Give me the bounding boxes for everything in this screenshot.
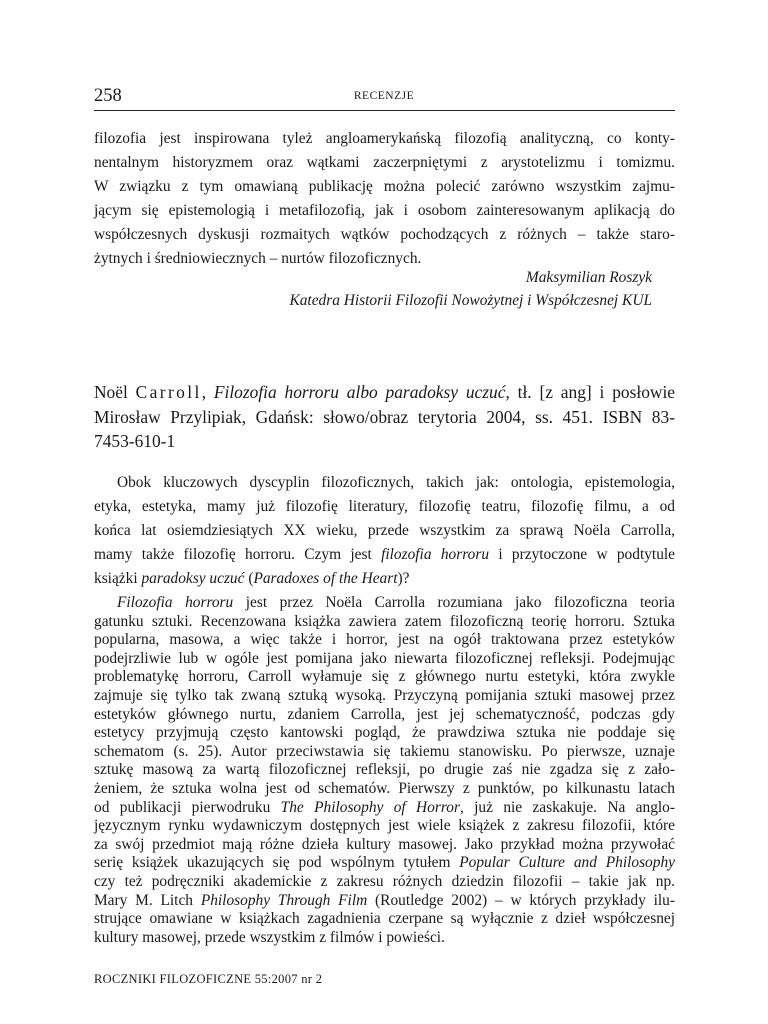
text-run: (Routledge 2002) – w których przykłady ilu- xyxy=(367,891,675,909)
paragraph-line xyxy=(94,571,675,586)
page-footer: ROCZNIKI FILOZOFICZNE 55:2007 nr 2 xyxy=(94,972,323,986)
italic-run: The Philosophy of Horror xyxy=(280,798,460,816)
paragraph-line: schematom (s. 25). Autor przeciwstawia się takiemu stanowisku. Po pierwsze, uznaje xyxy=(94,742,675,760)
text-run: )? xyxy=(397,570,410,587)
bib-separator: , xyxy=(201,382,214,402)
prev-review-line: współczesnych dyskusji rozmaitych wątków pochodzących z różnych – także staro- xyxy=(94,226,675,243)
paragraph-line: kultury masowej, przede wszystkim z filmów i powieści. xyxy=(94,928,445,946)
running-title: RECENZJE xyxy=(353,90,415,102)
text-run: od publikacji pierwodruku xyxy=(94,798,281,816)
bib-book-title: Filozofia horroru albo paradoksy uczuć xyxy=(213,382,506,402)
page-number: 258 xyxy=(94,86,122,106)
review-bibliography-line: 7453-610-1 xyxy=(94,431,176,451)
paragraph-line: strujące omawiane w książkach zagadnienia czerpane są wyłącznie z dzieł współczesnej xyxy=(94,910,675,928)
paragraph-line xyxy=(94,800,675,815)
signature-affiliation: Katedra Historii Filozofii Nowożytnej i Współczesnej KUL xyxy=(289,292,652,309)
prev-review-line: filozofia jest inspirowana tyleż angloamerykańską filozofią analityczną, co konty- xyxy=(94,130,675,147)
italic-run: paradoksy uczuć xyxy=(141,570,245,587)
paragraph-line xyxy=(117,595,675,610)
text-run: ( xyxy=(244,570,254,587)
paragraph-line: problematykę horroru, Carroll wyłamuje się z głównego nurtu estetyki, która zwykle xyxy=(94,668,675,686)
paragraph-line xyxy=(94,547,675,562)
review-bibliography-line xyxy=(94,384,675,401)
text-run: jest przez Noëla Carrolla rozumiana jako filozoficzna teoria xyxy=(233,594,675,611)
paragraph-line: języcznym rynku wydawniczym dostępnych jest wiele książek z zakresu filozofii, które xyxy=(94,817,675,835)
italic-run: Filozofia horroru xyxy=(117,594,234,611)
paragraph-line: gatunku sztuki. Recenzowana książka zawiera zatem filozoficzną teorię horroru. Sztuka xyxy=(94,612,675,630)
header-rule xyxy=(94,110,675,111)
text-run: serię książek ukazujących się pod wspólnym tytułem xyxy=(94,854,460,872)
review-bibliography-line: Mirosław Przylipiak, Gdańsk: słowo/obraz terytoria 2004, ss. 451. ISBN 83- xyxy=(94,407,675,427)
paragraph-line: żeniem, że sztuka wolna jest od schematów. Pierwszy z punktów, po kilkunastu latach xyxy=(94,780,675,797)
italic-run: Paradoxes of the Heart xyxy=(253,570,398,587)
paragraph-line: popularna, masowa, a więc także i horror, jest na ogół traktowana przez estetyków xyxy=(94,631,675,649)
paragraph-line xyxy=(94,855,675,870)
bib-author-first: Noël xyxy=(94,382,136,402)
paragraph-line: końca lat osiemdziesiątych XX wieku, przede wszystkim za sprawą Noëla Carrolla, xyxy=(94,522,675,539)
paragraph-line: sztukę masową za wartą filozoficznej refleksji, po drugie zaś nie zgadza się z zało- xyxy=(94,761,675,779)
italic-run: filozofia horroru xyxy=(381,546,490,563)
paragraph-line: podejrzliwie lub w ogóle jest pomijana jako niewarta filozoficznej refleksji. Podejmując xyxy=(94,649,675,667)
paragraph-line: estetycy przyjmują często kantowski pogląd, że prawdziwa sztuka nie poddaje się xyxy=(94,724,675,742)
text-run: , już nie zaskakuje. Na anglo- xyxy=(459,798,675,816)
paragraph-line xyxy=(94,893,675,908)
text-run: książki xyxy=(94,570,142,587)
paragraph-line: zajmuje się tylko tak zwaną sztuką wysoką. Przyczyną pomijania sztuki masowej przez xyxy=(94,687,675,704)
signature-name: Maksymilian Roszyk xyxy=(525,269,652,286)
prev-review-line: żytnych i średniowiecznych – nurtów filozoficznych. xyxy=(94,250,422,267)
text-run: Mary M. Litch xyxy=(94,891,201,909)
paragraph-line: Obok kluczowych dyscyplin filozoficznych, takich jak: ontologia, epistemologia, xyxy=(117,474,675,491)
prev-review-line: jącym się epistemologią i metafilozofią, jak i osobom zainteresowanym aplikacją do xyxy=(94,202,675,219)
text-run: i przytoczone w podtytule xyxy=(489,546,676,563)
paragraph-line: etyka, estetyka, mamy już filozofię literatury, filozofię teatru, filozofię filmu, a od xyxy=(94,498,675,515)
paragraph-line: estetyków głównego nurtu, zdaniem Carrolla, jest jej schematyczność, podczas gdy xyxy=(94,705,675,723)
bib-translation: , tł. [z ang] i posłowie xyxy=(505,382,675,402)
paragraph-line: za swój przedmiot mają różne dzieła kultury masowej. Jako przykład można przywołać xyxy=(94,835,675,853)
prev-review-line: W związku z tym omawianą publikację można polecić zarówno wszystkim zajmu- xyxy=(94,178,675,195)
prev-review-line: nentalnym historyzmem oraz wątkami zaczerpniętymi z arystotelizmu i tomizmu. xyxy=(94,154,675,171)
text-run: mamy także filozofię horroru. Czym jest xyxy=(94,546,382,563)
italic-run: Popular Culture and Philosophy xyxy=(459,854,675,872)
bib-author-last: Carroll xyxy=(135,382,202,402)
paragraph-line: czy też podręczniki akademickie z zakresu różnych dziedzin filozofii – takie jak np. xyxy=(94,873,675,890)
italic-run: Philosophy Through Film xyxy=(200,891,368,909)
